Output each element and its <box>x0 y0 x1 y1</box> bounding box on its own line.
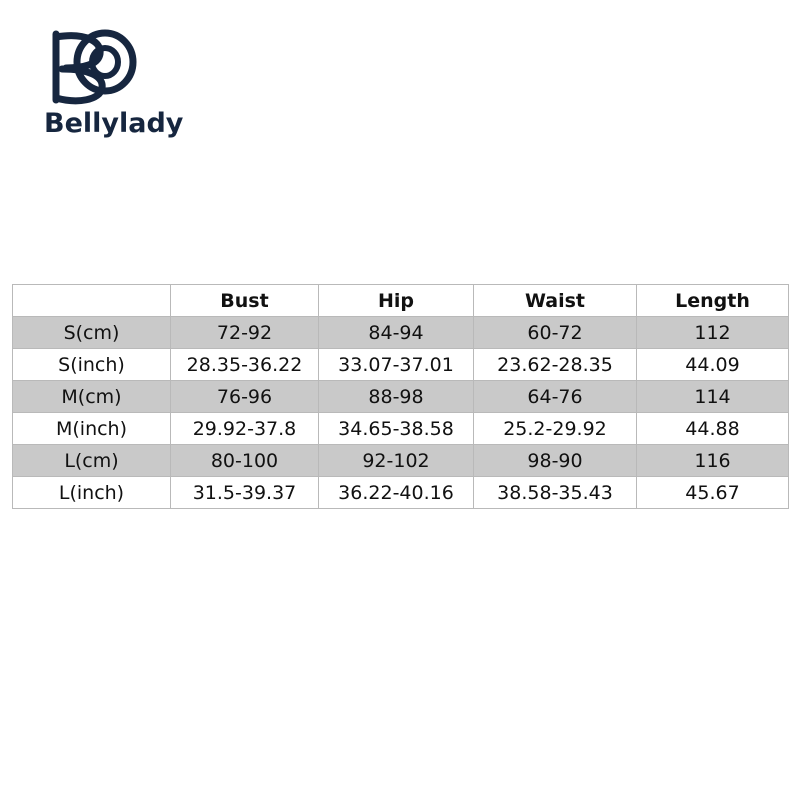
cell-hip: 36.22-40.16 <box>319 477 474 509</box>
cell-length: 45.67 <box>637 477 789 509</box>
cell-bust: 28.35-36.22 <box>171 349 319 381</box>
cell-length: 44.88 <box>637 413 789 445</box>
cell-waist: 98-90 <box>474 445 637 477</box>
cell-length: 114 <box>637 381 789 413</box>
cell-hip: 33.07-37.01 <box>319 349 474 381</box>
size-chart <box>12 284 788 509</box>
row-label: L(cm) <box>13 445 171 477</box>
bellylady-monogram-icon <box>42 28 162 106</box>
cell-bust: 72-92 <box>171 317 319 349</box>
cell-bust: 31.5-39.37 <box>171 477 319 509</box>
column-header-hip: Hip <box>319 285 474 317</box>
cell-length: 112 <box>637 317 789 349</box>
brand-name: Bellylady <box>44 108 184 139</box>
brand-block <box>42 28 322 137</box>
cell-waist: 64-76 <box>474 381 637 413</box>
row-label: S(cm) <box>13 317 171 349</box>
table-header-row <box>13 285 789 317</box>
cell-waist: 60-72 <box>474 317 637 349</box>
cell-hip: 34.65-38.58 <box>319 413 474 445</box>
cell-length: 116 <box>637 445 789 477</box>
cell-length: 44.09 <box>637 349 789 381</box>
table-row <box>13 317 789 349</box>
row-label: M(cm) <box>13 381 171 413</box>
cell-bust: 76-96 <box>171 381 319 413</box>
cell-hip: 92-102 <box>319 445 474 477</box>
column-header-waist: Waist <box>474 285 637 317</box>
cell-bust: 29.92-37.8 <box>171 413 319 445</box>
cell-hip: 88-98 <box>319 381 474 413</box>
cell-waist: 38.58-35.43 <box>474 477 637 509</box>
column-header-bust: Bust <box>171 285 319 317</box>
table-row <box>13 349 789 381</box>
row-label: M(inch) <box>13 413 171 445</box>
cell-waist: 23.62-28.35 <box>474 349 637 381</box>
table-row <box>13 381 789 413</box>
column-header-length: Length <box>637 285 789 317</box>
row-label: S(inch) <box>13 349 171 381</box>
cell-hip: 84-94 <box>319 317 474 349</box>
cell-bust: 80-100 <box>171 445 319 477</box>
cell-waist: 25.2-29.92 <box>474 413 637 445</box>
table-row <box>13 477 789 509</box>
table-row <box>13 445 789 477</box>
size-chart-table <box>12 284 789 509</box>
table-row <box>13 413 789 445</box>
row-label: L(inch) <box>13 477 171 509</box>
column-header-corner <box>13 285 171 317</box>
